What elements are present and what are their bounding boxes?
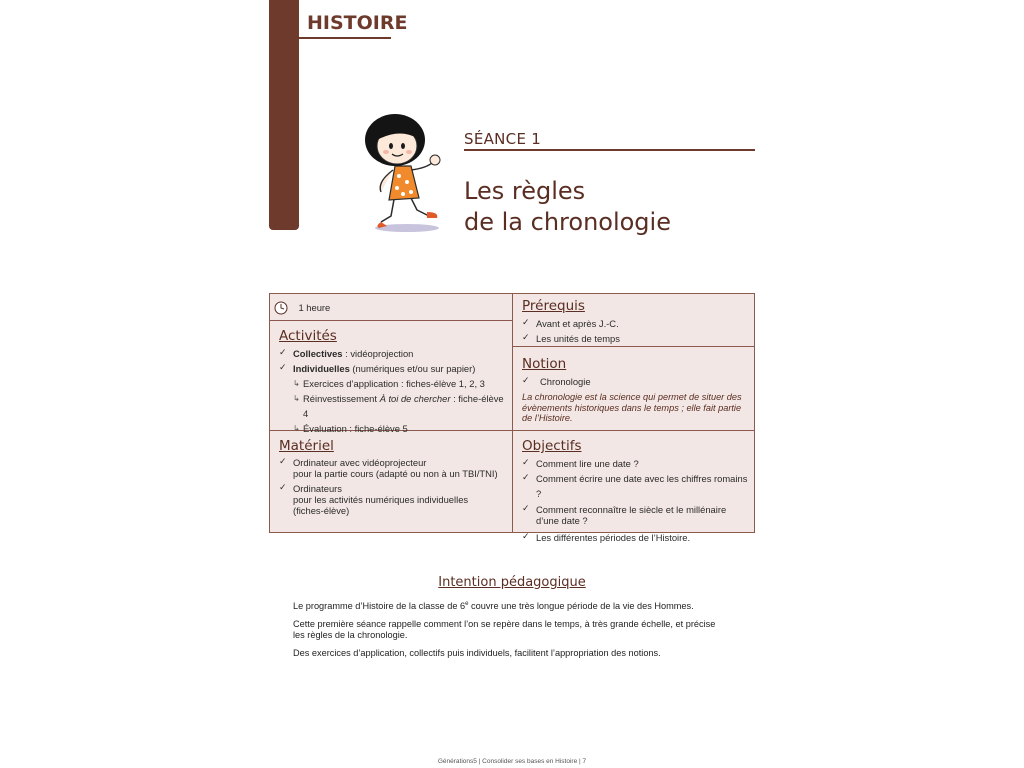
intention-paragraph <box>293 619 733 641</box>
item-line: (fiches-élève) <box>293 505 350 516</box>
intention-paragraph <box>293 599 733 612</box>
lesson-title-line-1: Les règles <box>464 177 586 205</box>
list-item <box>279 361 511 376</box>
duration-text: 1 heure <box>298 302 331 314</box>
sub-item-text: Réinvestissement <box>303 393 380 404</box>
lesson-title <box>464 176 671 238</box>
collectives-label: Collectives <box>293 348 343 359</box>
list-item: ✓ Les différentes périodes de l’Histoire. <box>522 530 752 545</box>
individuelles-text: (numériques et/ou sur papier) <box>349 363 476 374</box>
intention-body <box>293 599 733 666</box>
individuelles-label: Individuelles <box>293 363 350 374</box>
sub-item: ↳ Exercices d’application : fiches-élève 1, 2, 3 <box>293 376 511 391</box>
clock-icon <box>274 301 288 315</box>
prerequis-title: Prérequis <box>522 298 585 314</box>
objectifs-title: Objectifs <box>522 438 582 454</box>
materiel-title: Matériel <box>279 438 334 454</box>
intention-title: Intention pédagogique <box>438 575 586 590</box>
notion-definition: La chronologie est la science qui permet de situer des évènements historiques dans le temps ; elle fait partie de l’Histoire. <box>522 392 742 423</box>
notion-section <box>522 356 750 424</box>
header-rule <box>285 37 391 39</box>
lesson-info-table <box>269 293 755 543</box>
intention-text: Le programme d’Histoire de la classe de 6 <box>293 601 466 612</box>
list-item <box>279 346 511 361</box>
item-line: ✓ Ordinateurs <box>293 483 342 494</box>
item-line: ✓ Comment reconnaître le siècle et le millénaire <box>536 504 727 515</box>
intention-text: Cette première séance rappelle comment l’on se repère dans le temps, à très grande échelle, et précise <box>293 619 716 630</box>
intention-text: couvre une très longue période de la vie des Hommes. <box>468 601 694 612</box>
intention-paragraph: Des exercices d’application, collectifs puis individuels, facilitent l’appropriation des notions. <box>293 648 661 659</box>
list-item <box>279 483 511 516</box>
notion-title: Notion <box>522 356 567 372</box>
sub-item-text: : fiche-élève 4 <box>303 393 504 419</box>
intention-sup: e <box>465 601 469 607</box>
table-divider-vertical <box>512 294 513 532</box>
mascot-illustration <box>355 112 450 234</box>
objectifs-section <box>522 438 752 545</box>
item-line: ✓ Ordinateur avec vidéoprojecteur <box>293 457 427 468</box>
sub-item <box>293 391 511 421</box>
activites-title: Activités <box>279 328 337 344</box>
sidebar-accent-bar <box>269 0 299 230</box>
list-item: ✓ Comment écrire une date avec les chiffres romains ? <box>522 471 752 501</box>
intention-text: les règles de la chronologie. <box>293 630 408 641</box>
list-item <box>522 504 752 526</box>
sub-item: ↳ Évaluation : fiche-élève 5 <box>293 421 511 436</box>
table-divider <box>512 346 754 347</box>
item-line: d’une date ? <box>536 515 588 526</box>
collectives-text: : vidéoprojection <box>342 348 414 359</box>
list-item <box>522 374 750 389</box>
list-item: ✓ Avant et après J.-C. <box>522 316 750 331</box>
list-item: ✓ Comment lire une date ? <box>522 456 752 471</box>
sub-item-italic: À toi de chercher <box>379 393 451 404</box>
list-item: ✓ Les unités de temps <box>522 331 750 346</box>
item-line: pour la partie cours (adapté ou non à un TBI/TNI) <box>293 468 498 479</box>
list-item <box>279 457 511 479</box>
page-footer: Générations5 | Consolider ses bases en Histoire | 7 <box>437 758 587 765</box>
duration-cell <box>274 299 508 317</box>
prerequis-section <box>522 298 750 346</box>
item-line: pour les activités numériques individuelles <box>293 494 469 505</box>
notion-item: Chronologie <box>540 376 591 387</box>
lesson-title-line-2: de la chronologie <box>464 208 671 236</box>
table-divider <box>270 320 512 321</box>
materiel-section <box>279 438 511 520</box>
activites-section <box>279 328 511 436</box>
subject-title: HISTOIRE <box>307 12 408 34</box>
session-label: SÉANCE 1 <box>464 130 542 148</box>
session-rule <box>464 149 755 151</box>
